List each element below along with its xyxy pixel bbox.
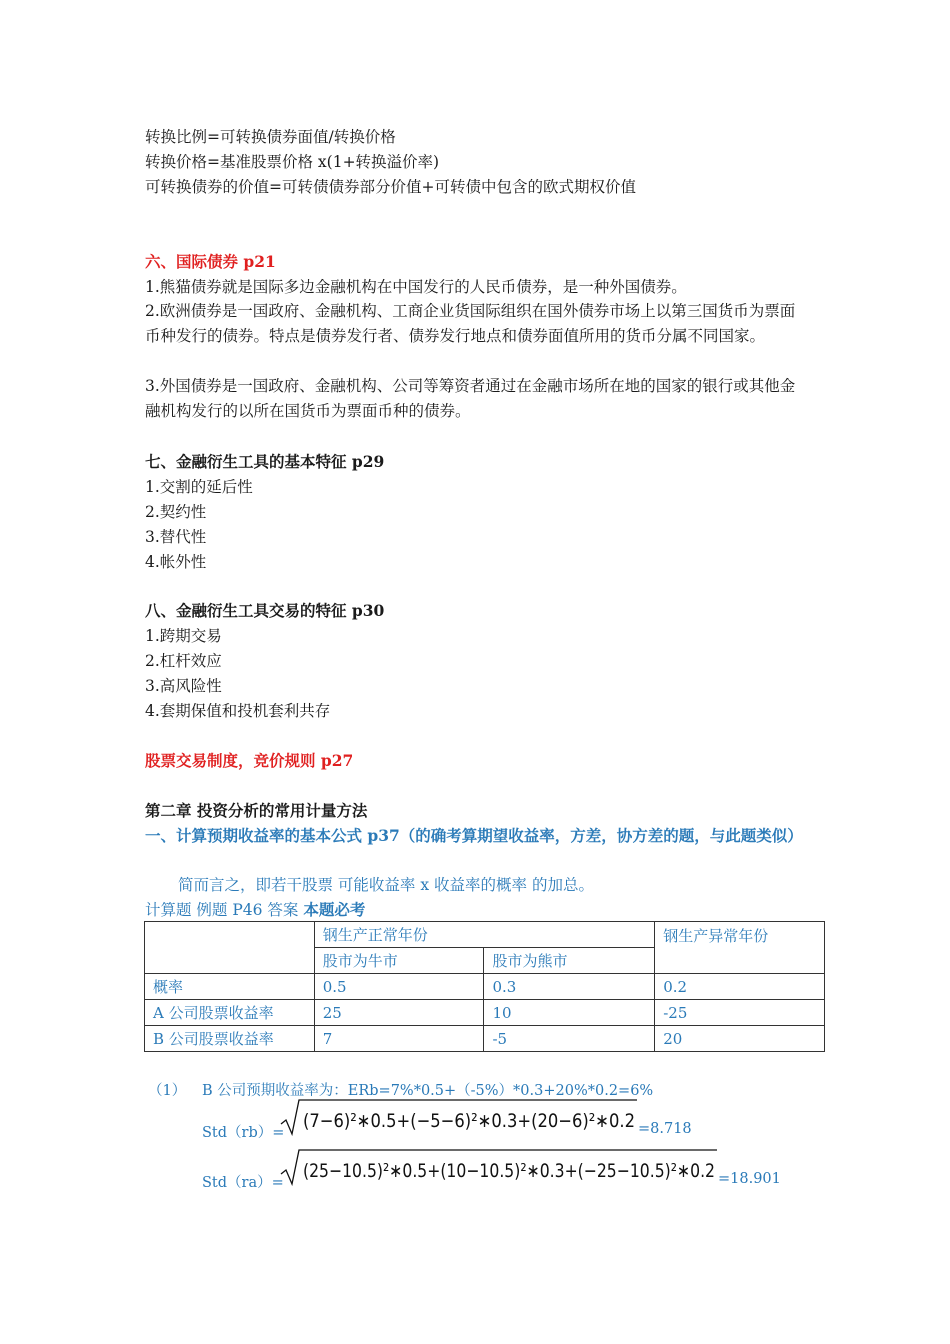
std-ra-expression: (25−10.5)²∗0.5+(10−10.5)²∗0.3+(−25−10.5)²∗0.2: [303, 1160, 715, 1182]
chapter-2-title: 第二章 投资分析的常用计量方法: [145, 801, 368, 820]
return-probability-table: [144, 921, 825, 1052]
summary-note: 简而言之，即若干股票 可能收益率 x 收益率的概率 的加总。: [178, 876, 594, 894]
table-cell: 0.5: [314, 974, 484, 1000]
section-7-item: 2.契约性: [145, 503, 207, 521]
section-7-item: 3.替代性: [145, 528, 207, 546]
std-ra-radical: [279, 1146, 721, 1188]
std-rb-value: =8.718: [638, 1121, 692, 1137]
table-cell: B 公司股票收益率: [145, 1026, 315, 1052]
std-rb-radical: [279, 1096, 641, 1138]
section-6-item-3: 3.外国债券是一国政府、金融机构、公司等筹资者通过在金融市场所在地的国家的银行或其他金融机构发行的以所在国货币为票面币种的债券。: [145, 377, 796, 420]
expected-return-b: B 公司预期收益率为：ERb=7%*0.5+（-5%）*0.3+20%*0.2=6%: [202, 1083, 654, 1099]
section-6-title: 六、国际债券 p21: [145, 252, 276, 271]
std-rb-label: Std（rb）=: [202, 1125, 285, 1141]
table-header-row: [145, 922, 825, 948]
section-8-title: 八、金融衍生工具交易的特征 p30: [145, 601, 385, 620]
std-rb-expression: (7−6)²∗0.5+(−5−6)²∗0.3+(20−6)²∗0.2: [303, 1110, 635, 1132]
section-8-item: 1.跨期交易: [145, 627, 222, 645]
table-cell: 10: [484, 1000, 655, 1026]
example-label: [145, 900, 365, 920]
table-cell: 20: [655, 1026, 825, 1052]
table-cell: 0.3: [484, 974, 655, 1000]
conversion-ratio-line: 转换比例=可转换债券面值/转换价格: [145, 128, 396, 146]
section-8-item: 4.套期保值和投机套利共存: [145, 702, 331, 720]
table-row: [145, 974, 825, 1000]
table-cell: 25: [314, 1000, 484, 1026]
section-6-item-2: 2.欧洲债券是一国政府、金融机构、工商企业货国际组织在国外债券市场上以第三国货币为票面币种发行的债券。特点是债券发行者、债券发行地点和债券面值所用的货币分属不同国家。: [145, 302, 796, 345]
header-bull-market: 股市为牛市: [314, 948, 484, 974]
example-label-text: 计算题 例题 P46 答案: [145, 901, 304, 919]
table-cell: 概率: [145, 974, 315, 1000]
convertible-value-line: 可转换债券的价值=可转债债券部分价值+可转债中包含的欧式期权价值: [145, 178, 636, 196]
header-abnormal-year: 钢生产异常年份: [655, 922, 825, 974]
table-corner-cell: [145, 948, 315, 974]
table-cell: -25: [655, 1000, 825, 1026]
stock-trading-rule-heading: 股票交易制度，竞价规则 p27: [145, 751, 354, 770]
chapter-2-subtitle: 一、计算预期收益率的基本公式 p37（的确考算期望收益率，方差，协方差的题，与此题类似）: [145, 826, 803, 845]
section-8-item: 2.杠杆效应: [145, 652, 222, 670]
table-corner-cell: [145, 922, 315, 948]
section-7-item: 1.交割的延后性: [145, 478, 253, 496]
table-cell: 7: [314, 1026, 484, 1052]
header-normal-year: 钢生产正常年份: [314, 922, 655, 948]
std-ra-value: =18.901: [718, 1171, 781, 1187]
table-cell: 0.2: [655, 974, 825, 1000]
calc-item-number: （1）: [148, 1083, 187, 1099]
table-row: [145, 1026, 825, 1052]
table-row: [145, 1000, 825, 1026]
section-7-title: 七、金融衍生工具的基本特征 p29: [145, 452, 385, 471]
must-test-badge: 本题必考: [303, 900, 366, 919]
section-6-item-1: 1.熊猫债券就是国际多边金融机构在中国发行的人民币债券，是一种外国债券。: [145, 278, 687, 296]
table-cell: -5: [484, 1026, 655, 1052]
section-7-item: 4.帐外性: [145, 553, 207, 571]
header-bear-market: 股市为熊市: [484, 948, 655, 974]
std-ra-label: Std（ra）=: [202, 1175, 284, 1191]
conversion-price-line: 转换价格=基准股票价格 x(1+转换溢价率): [145, 153, 440, 171]
section-8-item: 3.高风险性: [145, 677, 222, 695]
table-cell: A 公司股票收益率: [145, 1000, 315, 1026]
